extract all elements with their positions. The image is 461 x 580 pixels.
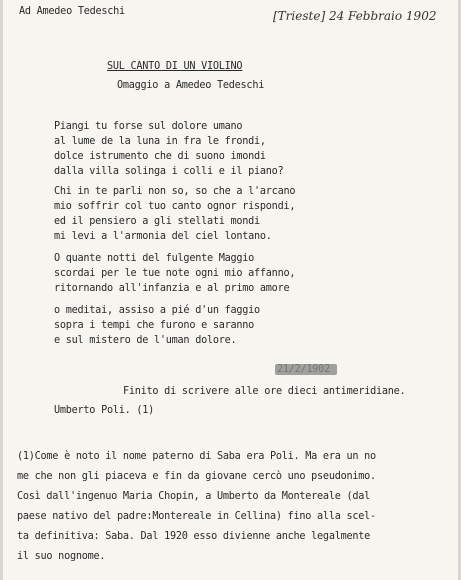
footnote-line: (1)Come è noto il nome paterno di Saba era Poli. Ma era un no [17, 451, 376, 462]
struck-date: 21/2/1902 [277, 364, 330, 375]
verse-line: dolce istrumento che di suono imondi [54, 151, 266, 162]
footnote-line: paese nativo del padre:Montereale in Cellina) fino alla scel- [17, 511, 376, 522]
closing-note: Finito di scrivere alle ore dieci antimeridiane. [123, 386, 406, 397]
verse-line: ed il pensiero a gli stellati mondi [54, 216, 260, 227]
signature: Umberto Poli. (1) [54, 405, 155, 416]
footnote-line: me che non gli piaceva e fin da giovane cercò uno pseudonimo. [17, 471, 376, 482]
poem-subtitle: Omaggio a Amedeo Tedeschi [117, 80, 265, 91]
verse-line: Piangi tu forse sul dolore umano [54, 121, 243, 132]
poem-title: SUL CANTO DI UN VIOLINO [107, 61, 243, 72]
verse-line: mio soffrir col tuo canto ognor rispondi, [54, 201, 296, 212]
footnote-line: Così dall'ingenuo Maria Chopin, a Umberto da Montereale (dal [17, 491, 371, 502]
verse-line: o meditai, assiso a pié d'un faggio [54, 305, 260, 316]
footnote-line: ta definitiva: Saba. Dal 1920 esso divienne anche legalmente [17, 531, 371, 542]
verse-line: O quante notti del fulgente Maggio [54, 253, 255, 264]
verse-line: dalla villa solinga i colli e il piano? [54, 166, 284, 177]
verse-line: scordai per le tue note ogni mio affanno, [54, 268, 296, 279]
verse-line: Chi in te parli non so, so che a l'arcano [54, 186, 296, 197]
dedication: Ad Amedeo Tedeschi [19, 6, 125, 17]
verse-line: mi levi a l'armonia del ciel lontano. [54, 231, 272, 242]
verse-line: al lume de la luna in fra le frondi, [54, 136, 266, 147]
footnote-line: il suo nognome. [17, 551, 106, 562]
verse-line: e sul mistero de l'uman dolore. [54, 335, 237, 346]
handwritten-date-note: [Trieste] 24 Febbraio 1902 [273, 9, 437, 23]
verse-line: sopra i tempi che furono e saranno [54, 320, 255, 331]
verse-line: ritornando all'infanzia e al primo amore [54, 283, 290, 294]
